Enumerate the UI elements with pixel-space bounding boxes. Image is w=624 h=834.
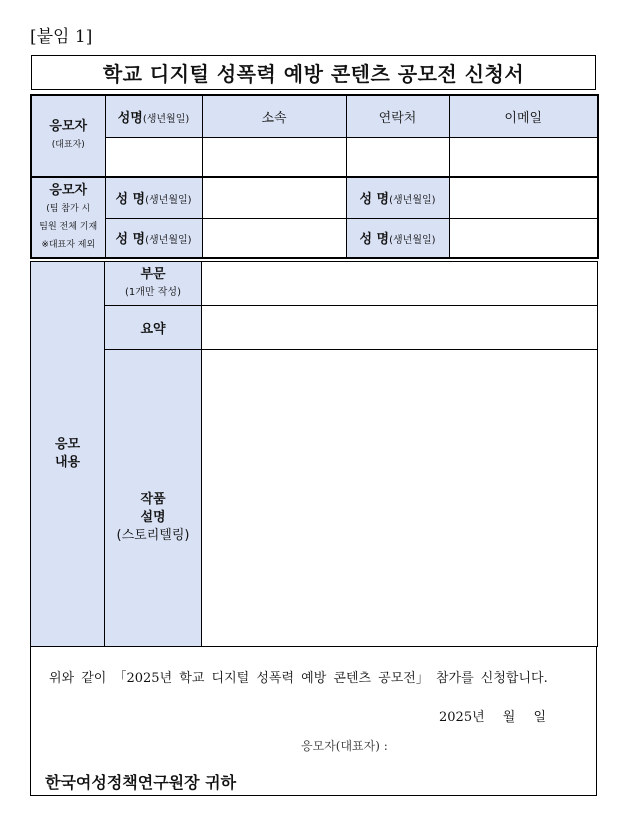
team-name-sub: (생년월일) — [145, 195, 192, 207]
team-name-text: 성 명 — [359, 232, 390, 248]
team-name-header-1 — [105, 177, 202, 218]
representative-table — [30, 94, 599, 178]
team-sub-3: ※대표자 제외 — [41, 239, 96, 250]
category-field[interactable] — [202, 262, 598, 306]
team-name-text: 성 명 — [359, 192, 390, 208]
rep-contact-header: 연락처 — [346, 95, 449, 137]
rep-label: 응모자 — [49, 119, 88, 134]
team-sub-1: (팀 참가 시 — [46, 203, 91, 214]
rep-label-cell — [31, 95, 105, 177]
attachment-label: [붙임 1] — [30, 27, 93, 47]
summary-field[interactable] — [202, 306, 598, 350]
team-name-header-4 — [346, 218, 449, 258]
form-title: 학교 디지털 성폭력 예방 콘텐츠 공모전 신청서 — [31, 55, 596, 90]
content-label-cell — [31, 262, 105, 647]
description-field[interactable] — [202, 350, 598, 647]
team-label-cell — [31, 177, 105, 258]
team-name-sub: (생년월일) — [145, 235, 192, 247]
content-table — [30, 261, 598, 647]
description-label-1: 작품 — [140, 492, 166, 507]
rep-contact-field[interactable] — [346, 137, 449, 177]
rep-name-sub: (생년월일) — [142, 113, 190, 125]
team-name-text: 성 명 — [115, 192, 146, 208]
declaration-section — [30, 646, 597, 796]
rep-name-field[interactable] — [105, 137, 202, 177]
declaration-date: 2025년 월 일 — [439, 710, 547, 725]
category-label: 부문 — [140, 266, 166, 282]
team-sub-2: 팀원 전체 기재 — [39, 221, 98, 232]
team-member-field-3[interactable] — [202, 218, 346, 258]
rep-name-header — [105, 95, 202, 137]
team-name-text: 성 명 — [115, 232, 146, 248]
team-name-header-3 — [105, 218, 202, 258]
team-member-field-2[interactable] — [449, 177, 598, 218]
rep-email-field[interactable] — [449, 137, 598, 177]
rep-email-header: 이메일 — [449, 95, 598, 137]
rep-affiliation-header: 소속 — [202, 95, 346, 137]
team-name-header-2 — [346, 177, 449, 218]
rep-name-text: 성명 — [117, 110, 143, 126]
team-table — [30, 176, 599, 259]
declaration-addressee: 한국여성정책연구원장 귀하 — [45, 773, 237, 792]
summary-label: 요약 — [140, 322, 166, 337]
category-header — [105, 262, 202, 306]
team-member-field-4[interactable] — [449, 218, 598, 258]
team-label: 응모자 — [49, 182, 88, 198]
declaration-text: 위와 같이 「2025년 학교 디지털 성폭력 예방 콘텐츠 공모전」 참가를 신청합니다. — [49, 671, 548, 686]
content-label-1: 응모 — [54, 437, 81, 452]
summary-header — [105, 306, 202, 350]
description-label-2: 설명 — [140, 510, 166, 525]
description-header — [105, 350, 202, 647]
team-member-field-1[interactable] — [202, 177, 346, 218]
team-name-sub: (생년월일) — [389, 195, 436, 207]
rep-sub-label: (대표자) — [51, 140, 85, 150]
content-label-2: 내용 — [54, 455, 81, 470]
declaration-applicant: 응모자(대표자) : — [301, 739, 388, 753]
category-sub-label: (1개만 작성) — [125, 286, 181, 298]
rep-affiliation-field[interactable] — [202, 137, 346, 177]
team-name-sub: (생년월일) — [389, 235, 436, 247]
description-label-3: (스토리텔링) — [116, 528, 190, 543]
